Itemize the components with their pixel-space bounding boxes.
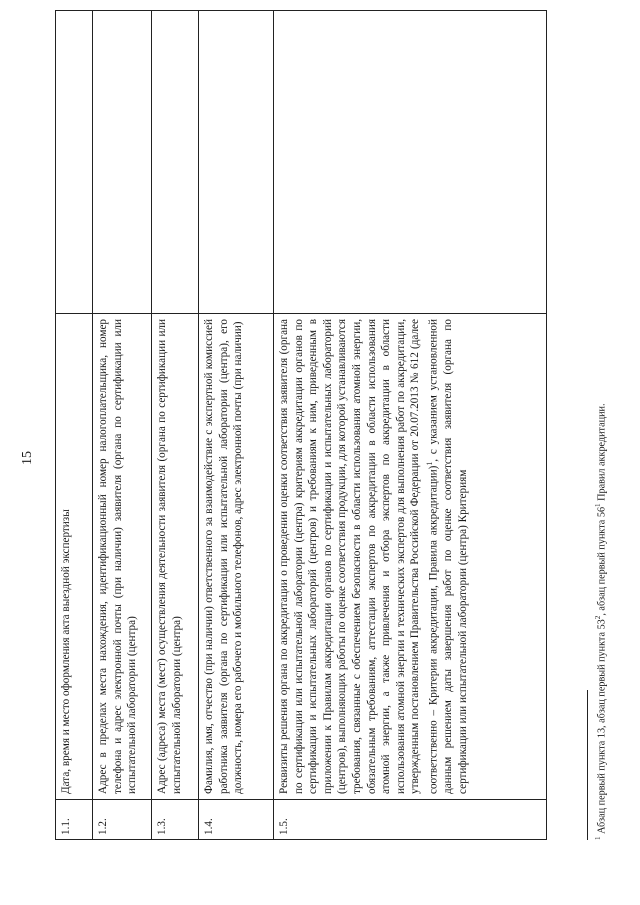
page-number: 15 [20, 451, 35, 465]
table-row [274, 11, 547, 840]
row-description: Адрес (адреса) места (мест) осуществления деятельности заявителя (органа по сертификации или испытательной лаборатории (центра) [152, 314, 199, 800]
table-row [93, 11, 152, 840]
table-row [199, 11, 274, 840]
footnote-sup-a: 2 [594, 615, 602, 620]
footnote-text-a: Абзац первый пункта 13, абзац первый пункта 53 [596, 619, 608, 837]
row-description-part2: , с указанием установленной данным решением даты завершения работ по оценке соответствия заявителя (органа по сертификации или испытательной лаборатории (центра) Критериям [427, 319, 469, 794]
row-value-cell [274, 11, 547, 314]
table-row [152, 11, 199, 840]
row-number: 1.2. [93, 800, 152, 840]
row-value-cell [152, 11, 199, 314]
footnote-text-b: , абзац первый пункта 56 [596, 506, 608, 616]
row-value-cell [93, 11, 152, 314]
row-description: Дата, время и место оформления акта выездной экспертизы [56, 314, 93, 800]
footnote-reference: 1 [424, 461, 434, 466]
row-description: Адрес в пределах места нахождения, идентификационный номер налогоплательщика, номер телефона и адрес электронной почты (при наличии) заявителя (органа по сертификации или испытательной лаборатории (центра) [93, 314, 152, 800]
footnote-text-c: Правил аккредитации. [596, 403, 608, 504]
row-value-cell [56, 11, 93, 314]
row-number: 1.3. [152, 800, 199, 840]
expertise-act-table [55, 10, 547, 840]
footnote-sup-b: 1 [594, 503, 602, 507]
footnote-divider [587, 690, 588, 840]
row-number: 1.5. [274, 800, 547, 840]
table-row [56, 11, 93, 840]
footnote [594, 60, 607, 840]
row-value-cell [199, 11, 274, 314]
row-number: 1.1. [56, 800, 93, 840]
row-description [274, 314, 547, 800]
footnote-mark: 1 [594, 836, 602, 840]
row-description-part1: Реквизиты решения органа по аккредитации о проведении оценки соответствия заявителя (органа по сертификации или испытательной лаборатории (центра) критериям аккредитации органов по сертификации и испытательных лабораторий (центров) и требованиям к ним, приведенным в приложении к Правилам аккредитации органов по сертификации и испытательных лабораторий (центров), выполняющих работы по оценке соответствия продукции, для которой устанавливаются требования, связанные с обеспечением безопасности в области использования атомной энергии, обязательным требованиям, аттестации экспертов по аккредитации в области использования атомной энергии, а также привлечения и отбора экспертов по аккредитации в области использования атомной энергии и технических экспертов для выполнения работ по аккредитации, утвержденным постановлением Правительства Российской Федерации от 20.07.2013 № 612 (далее соответственно – Критерии аккредитации, Правила аккредитации) [278, 319, 440, 794]
row-number: 1.4. [199, 800, 274, 840]
row-description: Фамилия, имя, отчество (при наличии) ответственного за взаимодействие с экспертной комиссией работника заявителя (органа по сертификации или испытательной лаборатории (центра), его должность, номера его рабочего и мобильного телефонов, адрес электронной почты (при наличии) [199, 314, 274, 800]
